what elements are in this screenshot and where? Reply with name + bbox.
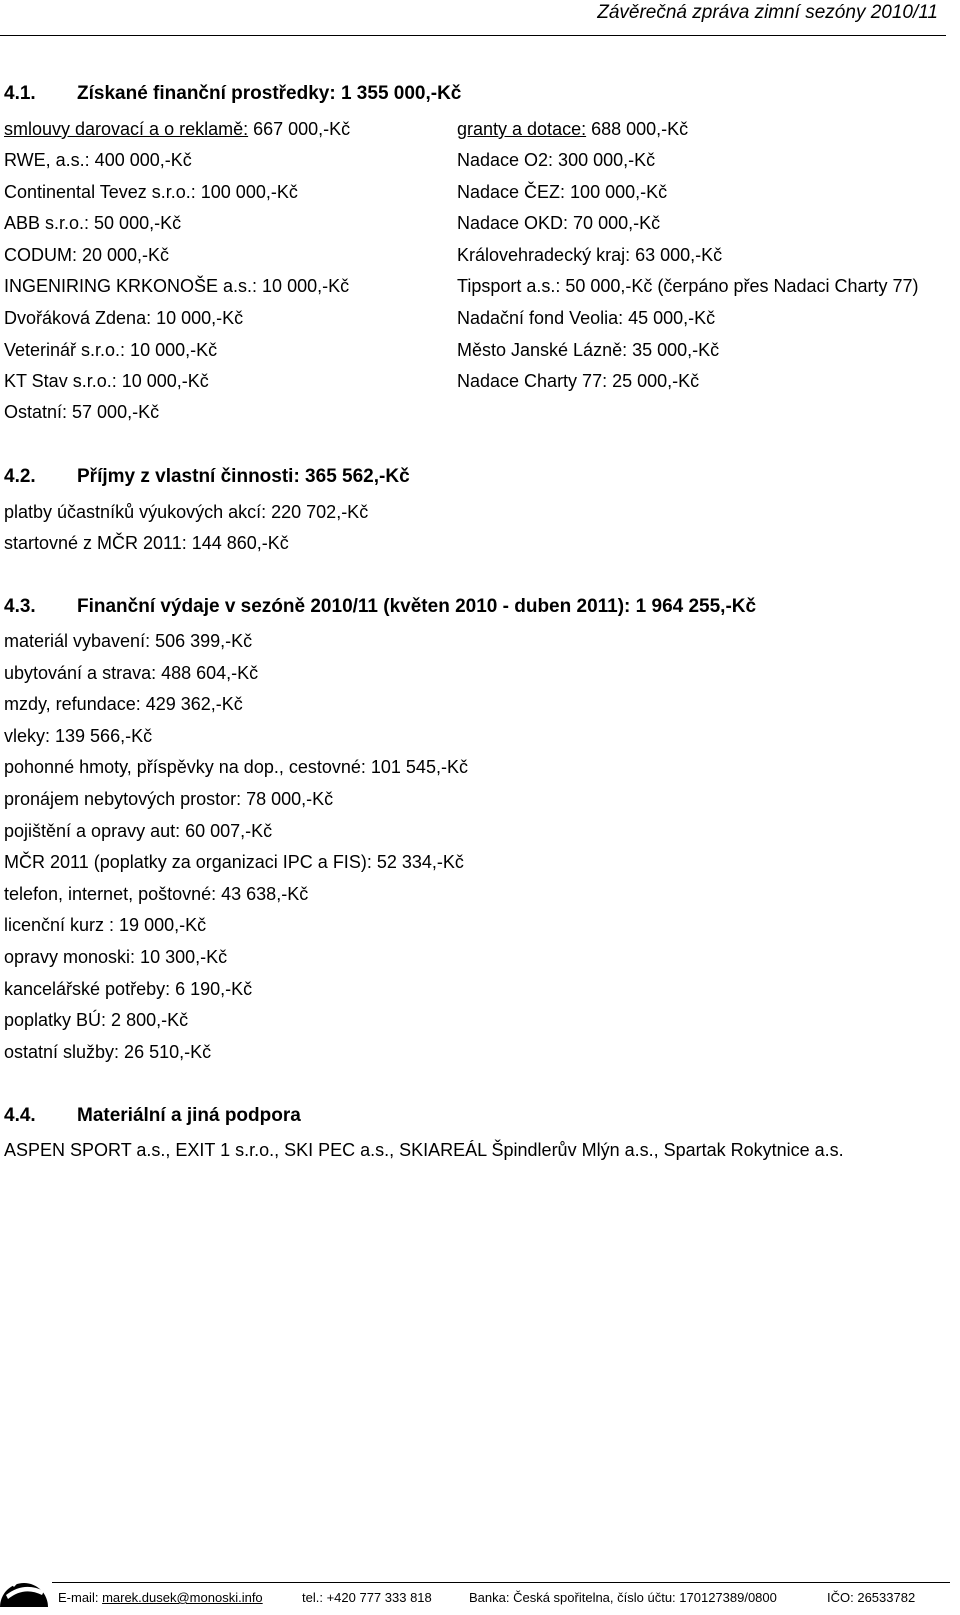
- footer-ico: IČO: 26533782: [827, 1590, 916, 1605]
- section-41-number: 4.1.: [4, 83, 36, 104]
- section-43-number: 4.3.: [4, 596, 36, 617]
- document-header-title: Závěrečná zpráva zimní sezóny 2010/11: [597, 2, 938, 23]
- section-42-number: 4.2.: [4, 466, 36, 487]
- grants-heading: [457, 119, 688, 140]
- expense-item: opravy monoski: 10 300,-Kč: [4, 947, 228, 967]
- grants-amount: 688 000,-Kč: [586, 119, 689, 139]
- grant-item: Tipsport a.s.: 50 000,-Kč (čerpáno přes Nadaci Charty 77): [457, 276, 919, 296]
- expense-item: ubytování a strava: 488 604,-Kč: [4, 663, 259, 683]
- section-42-title: Příjmy z vlastní činnosti: 365 562,-Kč: [77, 466, 410, 487]
- grant-item: Nadace OKD: 70 000,-Kč: [457, 213, 661, 233]
- section-44-title: Materiální a jiná podpora: [77, 1105, 301, 1126]
- sponsorship-contracts-link[interactable]: smlouvy darovací a o reklamě:: [4, 119, 249, 139]
- expense-item: mzdy, refundace: 429 362,-Kč: [4, 694, 243, 714]
- header-divider: [0, 35, 946, 36]
- expense-item: telefon, internet, poštovné: 43 638,-Kč: [4, 884, 309, 904]
- section-44-number: 4.4.: [4, 1105, 36, 1126]
- sponsor-item: RWE, a.s.: 400 000,-Kč: [4, 150, 192, 170]
- organization-logo-icon: [0, 1561, 50, 1610]
- income-item: startovné z MČR 2011: 144 860,-Kč: [4, 533, 289, 553]
- footer-bank: Banka: Česká spořitelna, číslo účtu: 170127389/0800: [469, 1590, 777, 1605]
- sponsor-item: Continental Tevez s.r.o.: 100 000,-Kč: [4, 182, 298, 202]
- expense-item: kancelářské potřeby: 6 190,-Kč: [4, 979, 253, 999]
- footer-phone: tel.: +420 777 333 818: [302, 1590, 432, 1605]
- expense-item: poplatky BÚ: 2 800,-Kč: [4, 1010, 189, 1030]
- material-support-text: ASPEN SPORT a.s., EXIT 1 s.r.o., SKI PEC a.s., SKIAREÁL Špindlerův Mlýn a.s., Spartak Rokytnice a.s.: [4, 1140, 844, 1160]
- grant-item: Nadační fond Veolia: 45 000,-Kč: [457, 308, 716, 328]
- grant-item: Královehradecký kraj: 63 000,-Kč: [457, 245, 723, 265]
- sponsor-item: Veterinář s.r.o.: 10 000,-Kč: [4, 340, 218, 360]
- footer-email-label: E-mail:: [58, 1590, 103, 1605]
- grant-item: Nadace O2: 300 000,-Kč: [457, 150, 656, 170]
- expense-item: pohonné hmoty, příspěvky na dop., cestovné: 101 545,-Kč: [4, 757, 468, 777]
- grant-item: Nadace Charty 77: 25 000,-Kč: [457, 371, 700, 391]
- sponsor-item: KT Stav s.r.o.: 10 000,-Kč: [4, 371, 209, 391]
- section-41-title: Získané finanční prostředky: 1 355 000,-Kč: [77, 83, 462, 104]
- sponsor-item: INGENIRING KRKONOŠE a.s.: 10 000,-Kč: [4, 276, 350, 296]
- email-link[interactable]: marek.dusek@monoski.info: [102, 1590, 263, 1605]
- grant-item: Město Janské Lázně: 35 000,-Kč: [457, 340, 720, 360]
- expense-item: licenční kurz : 19 000,-Kč: [4, 915, 207, 935]
- expense-item: materiál vybavení: 506 399,-Kč: [4, 631, 253, 651]
- footer-email: [58, 1590, 263, 1605]
- sponsor-item: Ostatní: 57 000,-Kč: [4, 402, 160, 422]
- sponsor-item: CODUM: 20 000,-Kč: [4, 245, 170, 265]
- income-item: platby účastníků výukových akcí: 220 702,-Kč: [4, 502, 369, 522]
- expense-item: pojištění a opravy aut: 60 007,-Kč: [4, 821, 273, 841]
- grants-link[interactable]: granty a dotace:: [457, 119, 587, 139]
- expense-item: MČR 2011 (poplatky za organizaci IPC a FIS): 52 334,-Kč: [4, 852, 464, 872]
- sponsorship-contracts-heading: [4, 119, 350, 140]
- expense-item: pronájem nebytových prostor: 78 000,-Kč: [4, 789, 334, 809]
- sponsor-item: ABB s.r.o.: 50 000,-Kč: [4, 213, 182, 233]
- section-43-title: Finanční výdaje v sezóně 2010/11 (květen 2010 - duben 2011): 1 964 255,-Kč: [77, 596, 757, 617]
- footer-divider: [52, 1582, 950, 1583]
- grant-item: Nadace ČEZ: 100 000,-Kč: [457, 182, 668, 202]
- expense-item: ostatní služby: 26 510,-Kč: [4, 1042, 212, 1062]
- sponsorship-contracts-amount: 667 000,-Kč: [248, 119, 351, 139]
- sponsor-item: Dvořáková Zdena: 10 000,-Kč: [4, 308, 244, 328]
- expense-item: vleky: 139 566,-Kč: [4, 726, 153, 746]
